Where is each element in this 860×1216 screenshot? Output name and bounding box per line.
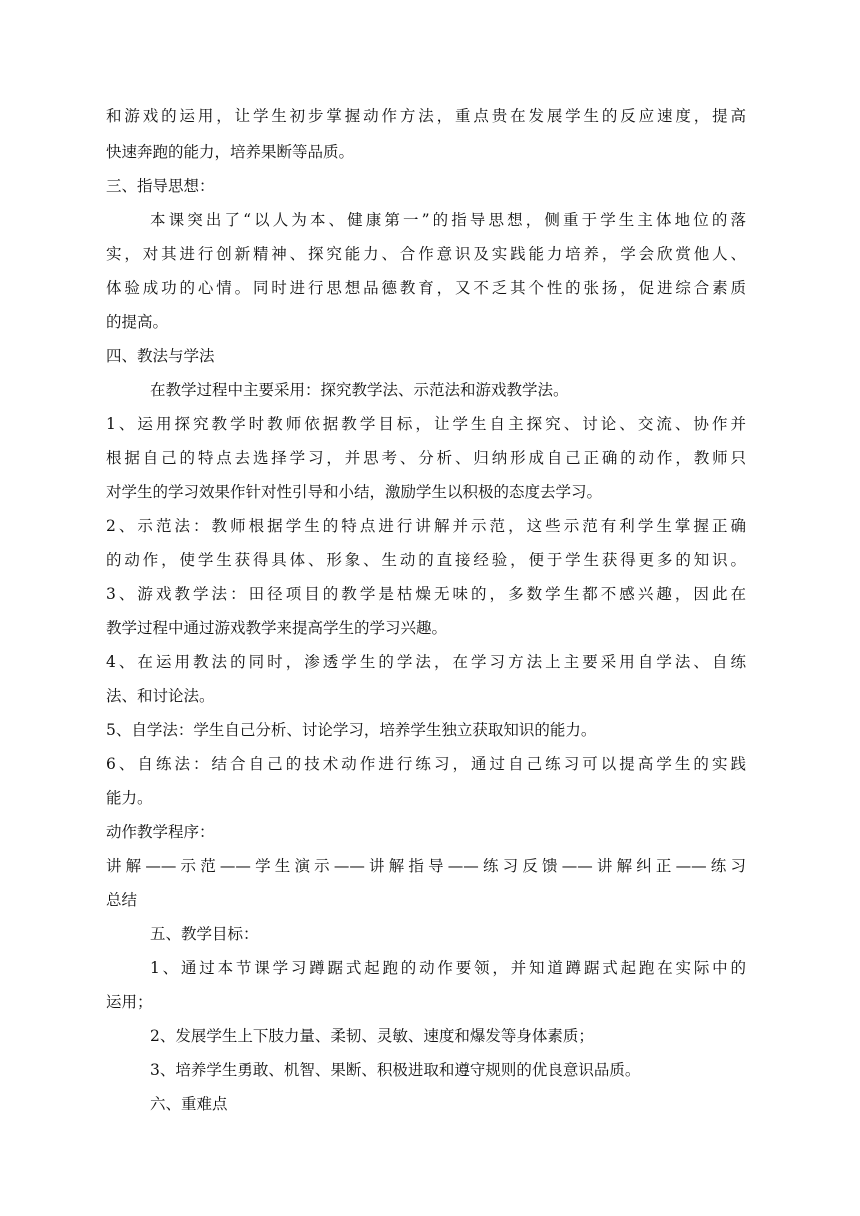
text-line: 的提高。: [106, 313, 169, 331]
text-line: 根据自己的特点去选择学习，并思考、分析、归纳形成自己正确的动作，教师只: [106, 449, 746, 467]
text-line: 在教学过程中主要采用：探究教学法、示范法和游戏教学法。: [150, 381, 569, 399]
text-line: 本课突出了“以人为本、健康第一”的指导思想，侧重于学生主体地位的落: [150, 211, 746, 229]
text-line: 和游戏的运用，让学生初步掌握动作方法，重点贵在发展学生的反应速度，提高: [106, 107, 746, 125]
text-line: 讲解——示范——学生演示——讲解指导——练习反馈——讲解纠正——练习: [106, 857, 746, 875]
text-line: 1、运用探究教学时教师依据教学目标，让学生自主探究、讨论、交流、协作并: [106, 415, 746, 433]
text-line: 运用；: [106, 993, 153, 1011]
text-line: 2、发展学生上下肢力量、柔韧、灵敏、速度和爆发等身体素质；: [150, 1027, 594, 1045]
text-line: 快速奔跑的能力，培养果断等品质。: [106, 143, 355, 161]
text-line: 6、自练法：结合自己的技术动作进行练习，通过自己练习可以提高学生的实践: [106, 755, 746, 773]
text-line: 三、指导思想：: [106, 177, 215, 195]
text-line: 法、和讨论法。: [106, 687, 215, 705]
text-line: 五、教学目标：: [150, 925, 259, 943]
text-line: 六、重难点: [150, 1095, 228, 1113]
text-line: 5、自学法：学生自己分析、讨论学习，培养学生独立获取知识的能力。: [106, 721, 597, 739]
text-line: 实，对其进行创新精神、探究能力、合作意识及实践能力培养，学会欣赏他人、: [106, 245, 746, 263]
text-line: 教学过程中通过游戏教学来提高学生的学习兴趣。: [106, 619, 448, 637]
text-line: 体验成功的心情。同时进行思想品德教育，又不乏其个性的张扬，促进综合素质: [106, 279, 746, 297]
text-line: 对学生的学习效果作针对性引导和小结，激励学生以积极的态度去学习。: [106, 483, 603, 501]
text-line: 动作教学程序：: [106, 823, 215, 841]
text-line: 总结: [106, 891, 138, 909]
text-line: 3、培养学生勇敢、机智、果断、积极进取和遵守规则的优良意识品质。: [150, 1061, 641, 1079]
text-line: 4、在运用教法的同时，渗透学生的学法，在学习方法上主要采用自学法、自练: [106, 653, 746, 671]
text-line: 四、教法与学法: [106, 347, 215, 365]
text-line: 1、通过本节课学习蹲踞式起跑的动作要领，并知道蹲踞式起跑在实际中的: [150, 959, 746, 977]
text-line: 能力。: [106, 789, 153, 807]
text-line: 2、示范法：教师根据学生的特点进行讲解并示范，这些示范有利学生掌握正确: [106, 517, 746, 535]
text-line: 的动作，使学生获得具体、形象、生动的直接经验，便于学生获得更多的知识。: [106, 551, 746, 569]
text-line: 3、游戏教学法：田径项目的教学是枯燥无味的，多数学生都不感兴趣，因此在: [106, 585, 746, 603]
